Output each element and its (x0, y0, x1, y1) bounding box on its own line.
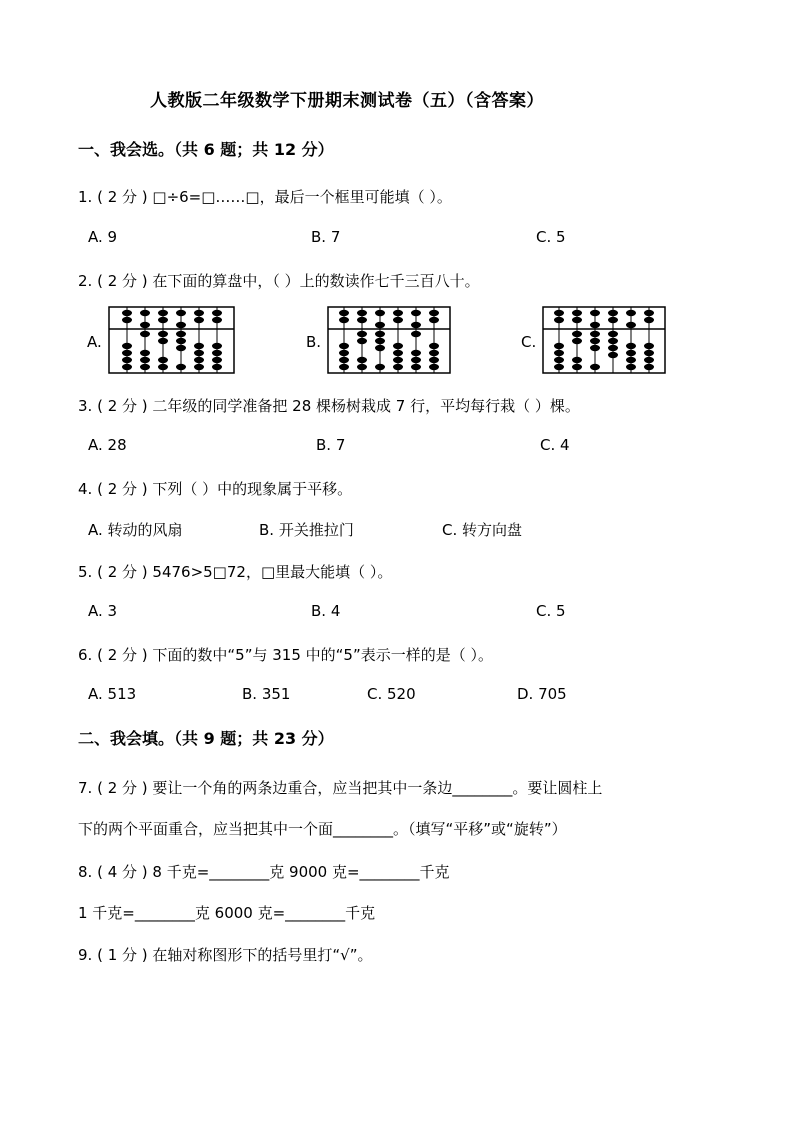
page-title: 人教版二年级数学下册期末测试卷（五）（含答案） (150, 91, 544, 111)
question-2: 2. ( 2 分 ) 在下面的算盘中，（ ）上的数读作七千三百八十。 (78, 272, 480, 290)
section-heading-fill: 二、我会填。（共 9 题；共 23 分） (78, 729, 334, 748)
question-3: 3. ( 2 分 ) 二年级的同学准备把 28 棵杨树栽成 7 行，平均每行栽（ ）棵。 (78, 397, 580, 415)
option-c[interactable]: C. 5 (536, 228, 566, 246)
question-6: 6. ( 2 分 ) 下面的数中“5”与 315 中的“5”表示一样的是（ ）。 (78, 646, 494, 664)
question-7-line-2: 下的两个平面重合，应当把其中一个面________。（填写“平移”或“旋转”） (78, 820, 567, 838)
option-b-label[interactable]: B. (306, 333, 322, 351)
option-b[interactable]: B. 7 (316, 436, 346, 454)
section-heading-choice: 一、我会选。（共 6 题；共 12 分） (78, 140, 334, 159)
option-c[interactable]: C. 转方向盘 (442, 521, 523, 539)
option-a[interactable]: A. 3 (88, 602, 118, 620)
option-c-label[interactable]: C. (521, 333, 537, 351)
option-a[interactable]: A. 转动的风扇 (88, 521, 183, 539)
question-7-line-1: 7. ( 2 分 ) 要让一个角的两条边重合，应当把其中一条边________。要让圆柱上 (78, 779, 603, 797)
option-c[interactable]: C. 5 (536, 602, 566, 620)
question-5: 5. ( 2 分 ) 5476>5□72，□里最大能填（ ）。 (78, 563, 393, 581)
option-c[interactable]: C. 520 (367, 685, 416, 703)
abacus-b[interactable] (327, 306, 451, 374)
option-b[interactable]: B. 4 (311, 602, 341, 620)
question-9: 9. ( 1 分 ) 在轴对称图形下的括号里打“√”。 (78, 946, 373, 964)
option-c[interactable]: C. 4 (540, 436, 570, 454)
option-a[interactable]: A. 513 (88, 685, 137, 703)
question-1: 1. ( 2 分 ) □÷6=□……□，最后一个框里可能填（ ）。 (78, 188, 452, 206)
option-a[interactable]: A. 9 (88, 228, 118, 246)
option-d[interactable]: D. 705 (517, 685, 567, 703)
option-a-label[interactable]: A. (87, 333, 102, 351)
question-4: 4. ( 2 分 ) 下列（ ）中的现象属于平移。 (78, 480, 353, 498)
option-b[interactable]: B. 351 (242, 685, 291, 703)
question-8-line-2: 1 千克=________克 6000 克=________千克 (78, 904, 376, 922)
question-8-line-1: 8. ( 4 分 ) 8 千克=________克 9000 克=________千克 (78, 863, 450, 881)
option-a[interactable]: A. 28 (88, 436, 127, 454)
abacus-c[interactable] (542, 306, 666, 374)
abacus-a[interactable] (108, 306, 235, 374)
option-b[interactable]: B. 开关推拉门 (259, 521, 354, 539)
option-b[interactable]: B. 7 (311, 228, 341, 246)
